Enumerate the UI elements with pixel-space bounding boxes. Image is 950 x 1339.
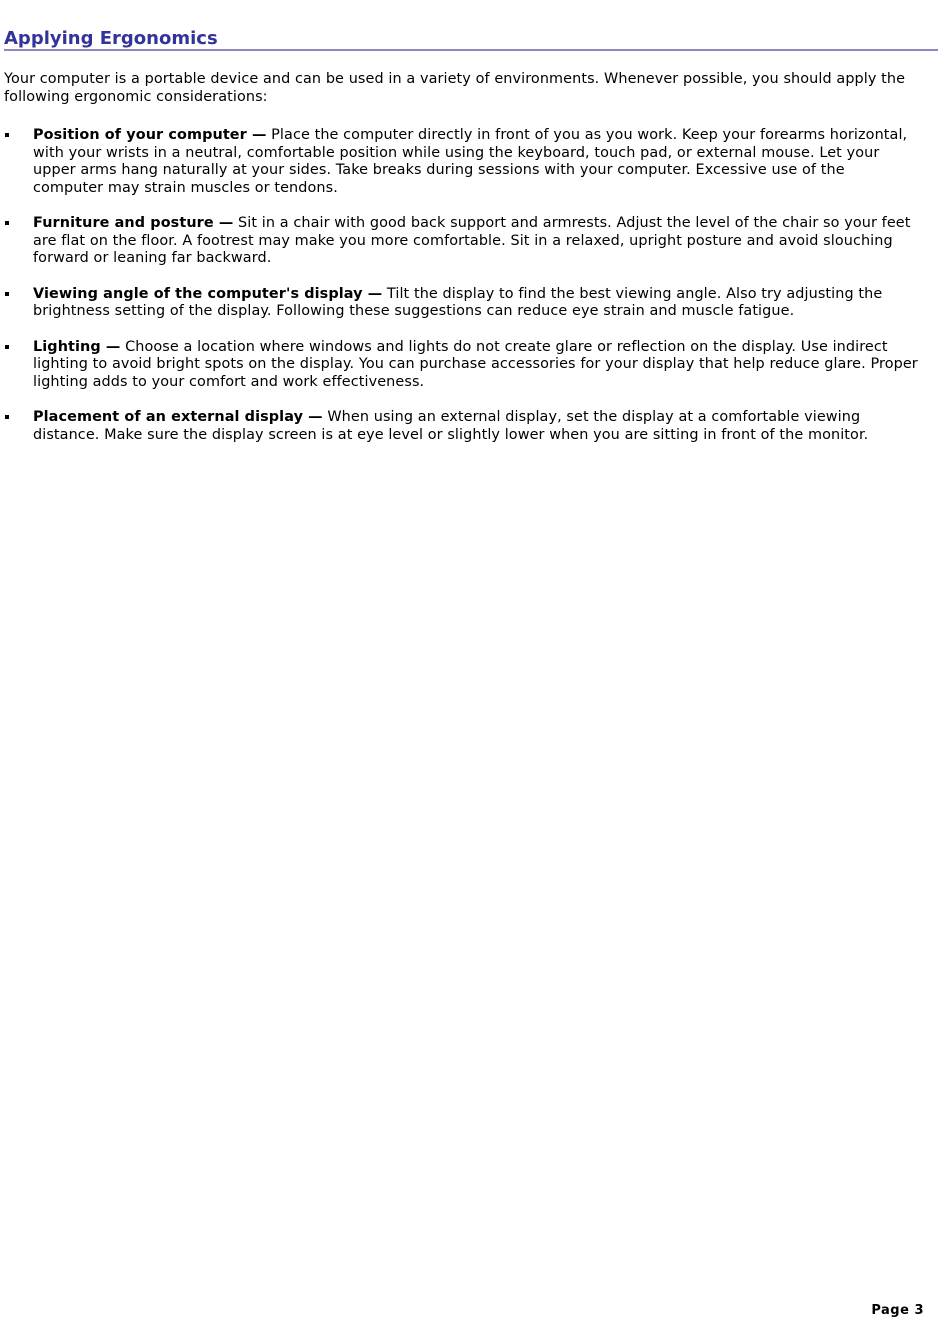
item-term: Placement of an external display —: [33, 409, 323, 425]
ergonomics-list: [0, 127, 950, 444]
page-number: Page 3: [871, 1303, 924, 1318]
square-bullet-icon: [5, 221, 9, 225]
item-term: Lighting —: [33, 338, 121, 355]
item-term: Furniture and posture —: [33, 215, 234, 231]
item-term: Position of your computer —: [33, 127, 267, 143]
list-item-position: [0, 127, 918, 197]
list-item-lighting: [0, 339, 918, 392]
square-bullet-icon: [5, 133, 9, 137]
page-title: Applying Ergonomics: [4, 29, 938, 51]
item-term: Viewing angle of the computer's display —: [33, 285, 383, 302]
intro-paragraph: Your computer is a portable device and can be used in a variety of environments. Whenever possible, you should apply the following ergonomic considerations:: [4, 71, 906, 105]
item-text: Choose a location where windows and lights do not create glare or reflection on the display. Use indirect lighting to avoid bright spots on the display. You can purchase accessories for your display that help reduce glare. Proper lighting adds to your comfort and work effectiveness.: [33, 338, 918, 390]
item-text: When using an external display, set the display at a comfortable viewing distance. Make sure the display screen is at eye level or slightly lower when you are sitting in front of the monitor.: [33, 409, 869, 443]
square-bullet-icon: [5, 345, 9, 349]
list-item-furniture: [0, 215, 918, 268]
item-text: Sit in a chair with good back support and armrests. Adjust the level of the chair so your feet are flat on the floor. A footrest may make you more comfortable. Sit in a relaxed, upright posture and avoid slouching forward or leaning far backward.: [33, 215, 911, 266]
item-text: Tilt the display to find the best viewing angle. Also try adjusting the brightness setting of the display. Following these suggestions can reduce eye strain and muscle fatigue.: [33, 285, 883, 319]
square-bullet-icon: [5, 292, 9, 296]
list-item-external-display: [0, 409, 918, 444]
square-bullet-icon: [5, 415, 9, 419]
item-text: Place the computer directly in front of you as you work. Keep your forearms horizontal, with your wrists in a neutral, comfortable position while using the keyboard, touch pad, or external mouse. Let your upper arms hang naturally at your sides. Take breaks during sessions with your computer. Excessive use of the computer may strain muscles or tendons.: [33, 127, 908, 196]
list-item-viewing-angle: [0, 286, 918, 321]
